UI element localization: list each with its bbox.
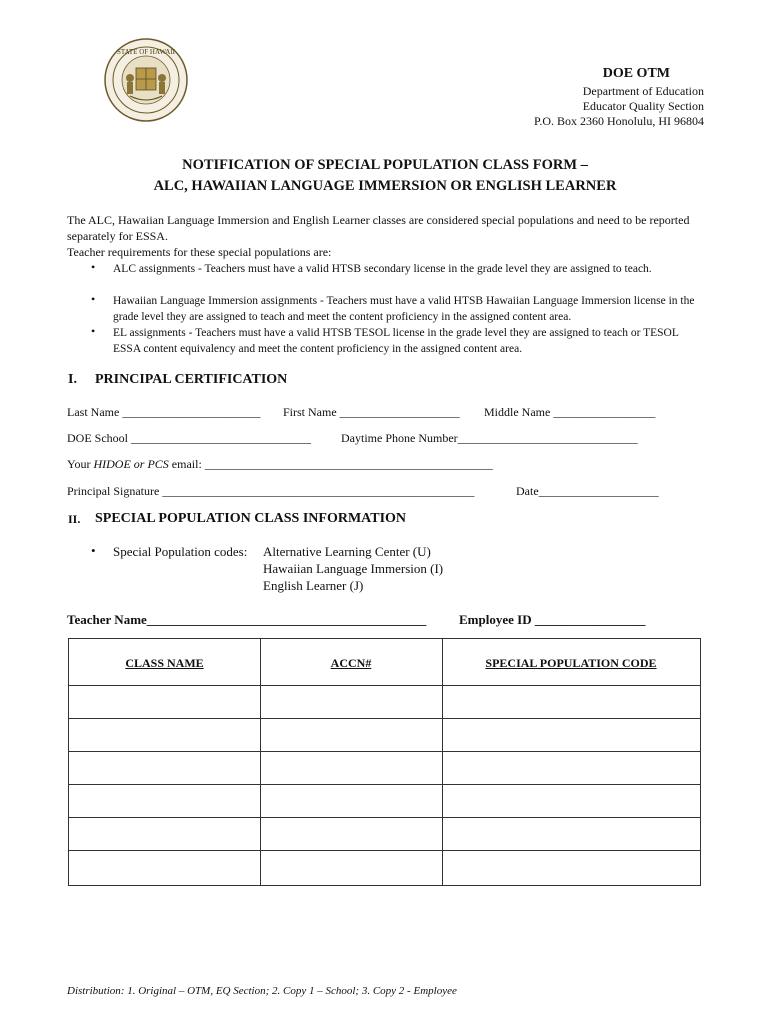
col-header-special-population-code: SPECIAL POPULATION CODE	[485, 656, 657, 670]
teacher-name-field[interactable]: Teacher Name___________________________________________	[67, 612, 427, 627]
last-name-field[interactable]: Last Name _______________________	[67, 405, 261, 419]
bullet-alc: ALC assignments - Teachers must have a valid HTSB secondary license in the grade level they are assigned to teach.	[113, 263, 652, 275]
bullet-icon: •	[91, 260, 96, 274]
class-table	[68, 638, 701, 886]
requirements-label: Teacher requirements for these special populations are:	[67, 245, 332, 259]
table-cell-code[interactable]	[442, 752, 700, 784]
table-cell-code[interactable]	[442, 785, 700, 817]
table-cell-accn[interactable]	[260, 785, 442, 817]
table-cell-class-name[interactable]	[69, 818, 260, 850]
code-el: English Learner (J)	[263, 578, 364, 593]
state-seal-logo	[104, 38, 188, 122]
employee-id-field[interactable]: Employee ID _________________	[459, 612, 646, 627]
bullet-icon: •	[91, 324, 96, 338]
table-cell-code[interactable]	[442, 686, 700, 718]
distribution-footer: Distribution: 1. Original – OTM, EQ Section; 2. Copy 1 – School; 3. Copy 2 - Employee	[67, 985, 457, 997]
doe-school-field[interactable]: DOE School ______________________________	[67, 431, 311, 445]
bullet-icon: •	[91, 292, 96, 306]
table-cell-accn[interactable]	[260, 851, 442, 885]
principal-signature-field[interactable]: Principal Signature ____________________________________________________	[67, 484, 475, 498]
email-prefix: Your	[67, 457, 94, 471]
table-cell-class-name[interactable]	[69, 752, 260, 784]
codes-label: Special Population codes:	[113, 544, 248, 559]
section2-numeral: II.	[68, 512, 81, 526]
section1-numeral: I.	[68, 372, 77, 387]
bullet-el: EL assignments - Teachers must have a valid HTSB TESOL license in the grade level they are assigned to teach or TESOL ESSA content equivalency and meet the content proficiency in the assigned content area.	[113, 327, 679, 355]
table-cell-code[interactable]	[442, 851, 700, 885]
daytime-phone-field[interactable]: Daytime Phone Number______________________________	[341, 431, 638, 445]
header-title: DOE OTM	[602, 66, 670, 81]
table-cell-class-name[interactable]	[69, 785, 260, 817]
code-alc: Alternative Learning Center (U)	[263, 544, 431, 559]
email-field[interactable]	[67, 457, 493, 472]
table-cell-code[interactable]	[442, 818, 700, 850]
section1-title: PRINCIPAL CERTIFICATION	[95, 372, 288, 387]
form-title-line2: ALC, HAWAIIAN LANGUAGE IMMERSION OR ENGLISH LEARNER	[153, 178, 617, 194]
first-name-field[interactable]: First Name ____________________	[283, 405, 460, 419]
code-hawaiian: Hawaiian Language Immersion (I)	[263, 561, 444, 576]
header-line-section: Educator Quality Section	[582, 99, 704, 113]
table-cell-code[interactable]	[442, 719, 700, 751]
email-italic: HIDOE or PCS	[93, 457, 169, 471]
date-field[interactable]: Date____________________	[516, 484, 659, 498]
table-cell-accn[interactable]	[260, 818, 442, 850]
seal-text: STATE OF HAWAII	[117, 48, 175, 56]
bullet-icon: •	[91, 543, 96, 558]
col-header-class-name: CLASS NAME	[125, 656, 204, 670]
table-cell-class-name[interactable]	[69, 851, 260, 885]
email-suffix: email: ________________________________________________	[168, 457, 493, 471]
table-cell-accn[interactable]	[260, 752, 442, 784]
table-cell-class-name[interactable]	[69, 686, 260, 718]
table-cell-class-name[interactable]	[69, 719, 260, 751]
middle-name-field[interactable]: Middle Name _________________	[484, 405, 656, 419]
section2-title: SPECIAL POPULATION CLASS INFORMATION	[95, 511, 407, 526]
col-header-accn: ACCN#	[330, 656, 372, 670]
intro-paragraph: The ALC, Hawaiian Language Immersion and English Learner classes are considered special populations and need to be reported separately for ESSA.	[67, 213, 690, 243]
header-line-department: Department of Education	[582, 84, 704, 98]
bullet-hawaiian: Hawaiian Language Immersion assignments - Teachers must have a valid HTSB Hawaiian Language Immersion license in the grade level they are assigned to teach and meet the content proficiency in the assigned content area.	[113, 295, 695, 323]
table-cell-accn[interactable]	[260, 686, 442, 718]
header-line-address: P.O. Box 2360 Honolulu, HI 96804	[533, 114, 704, 128]
form-title-line1: NOTIFICATION OF SPECIAL POPULATION CLASS FORM –	[182, 157, 588, 173]
table-cell-accn[interactable]	[260, 719, 442, 751]
